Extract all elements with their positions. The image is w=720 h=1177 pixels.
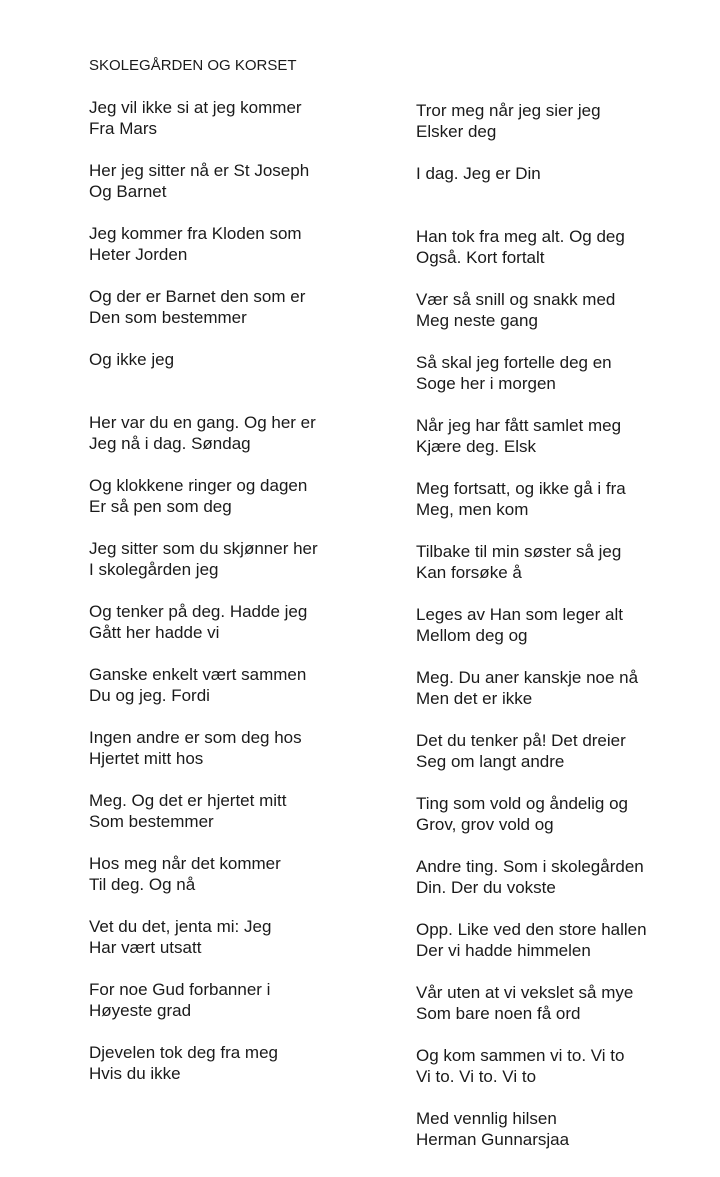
poem-line: Meg fortsatt, og ikke gå i fra: [416, 479, 626, 498]
poem-line: Ingen andre er som deg hos: [89, 728, 302, 747]
poem-line: Heter Jorden: [89, 245, 188, 264]
poem-line: Det du tenker på! Det dreier: [416, 731, 626, 750]
poem-line: Her jeg sitter nå er St Joseph: [89, 161, 310, 180]
stanza: [89, 286, 318, 349]
stanza: [89, 475, 318, 538]
poem-line: Den som bestemmer: [89, 308, 247, 327]
poem-line: Han tok fra meg alt. Og deg: [416, 227, 625, 246]
stanza: [416, 730, 647, 793]
poem-line: Grov, grov vold og: [416, 815, 554, 834]
stanza: [416, 289, 647, 352]
poem-line: Kjære deg. Elsk: [416, 437, 536, 456]
poem-line: I dag. Jeg er Din: [416, 164, 541, 183]
poem-line: Tilbake til min søster så jeg: [416, 542, 622, 561]
stanza: [416, 541, 647, 604]
left-column: [89, 97, 318, 1105]
stanza: [89, 412, 318, 475]
poem-line: Vår uten at vi vekslet så mye: [416, 983, 634, 1002]
poem-line: Din. Der du vokste: [416, 878, 556, 897]
poem-line: Vi to. Vi to. Vi to: [416, 1067, 537, 1086]
poem-line: Hjertet mitt hos: [89, 749, 204, 768]
stanza: [89, 160, 318, 223]
poem-line: Meg neste gang: [416, 311, 538, 330]
poem-line: Seg om langt andre: [416, 752, 565, 771]
poem-line: Leges av Han som leger alt: [416, 605, 623, 624]
poem-line: Vær så snill og snakk med: [416, 290, 616, 309]
poem-line: Med vennlig hilsen: [416, 1109, 557, 1128]
poem-line: Vet du det, jenta mi: Jeg: [89, 917, 272, 936]
poem-line: Og Barnet: [89, 182, 167, 201]
poem-line: Som bestemmer: [89, 812, 214, 831]
stanza: [89, 916, 318, 979]
stanza: [416, 604, 647, 667]
poem-line: Djevelen tok deg fra meg: [89, 1043, 278, 1062]
stanza: [416, 793, 647, 856]
stanza: [416, 352, 647, 415]
poem-line: Og klokkene ringer og dagen: [89, 476, 308, 495]
poem-line: Til deg. Og nå: [89, 875, 196, 894]
poem-line: Som bare noen få ord: [416, 1004, 581, 1023]
stanza: [416, 982, 647, 1045]
poem-line: Herman Gunnarsjaa: [416, 1130, 570, 1149]
stanza: [89, 97, 318, 160]
stanza: [89, 1042, 318, 1105]
poem-line: I skolegården jeg: [89, 560, 219, 579]
poem-line: Opp. Like ved den store hallen: [416, 920, 647, 939]
stanza: [416, 856, 647, 919]
stanza: [89, 664, 318, 727]
stanza: [416, 226, 647, 289]
poem-line: Men det er ikke: [416, 689, 533, 708]
poem-line: Fra Mars: [89, 119, 157, 138]
stanza: [89, 979, 318, 1042]
poem-line: Hvis du ikke: [89, 1064, 181, 1083]
poem-line: Høyeste grad: [89, 1001, 192, 1020]
stanza: [89, 727, 318, 790]
stanza: [416, 478, 647, 541]
stanza: [89, 223, 318, 286]
poem-line: Ganske enkelt vært sammen: [89, 665, 307, 684]
poem-line: Mellom deg og: [416, 626, 528, 645]
stanza: [89, 853, 318, 916]
poem-line: Meg, men kom: [416, 500, 529, 519]
poem-line: Meg. Du aner kanskje noe nå: [416, 668, 639, 687]
poem-line: Elsker deg: [416, 122, 497, 141]
stanza: [89, 349, 318, 412]
stanza: [416, 415, 647, 478]
poem-line: Ting som vold og åndelig og: [416, 794, 629, 813]
poem-line: Og tenker på deg. Hadde jeg: [89, 602, 308, 621]
poem-line: For noe Gud forbanner i: [89, 980, 271, 999]
poem-line: Tror meg når jeg sier jeg: [416, 101, 601, 120]
poem-line: Der vi hadde himmelen: [416, 941, 591, 960]
signature-stanza: [416, 1108, 647, 1171]
poem-line: Meg. Og det er hjertet mitt: [89, 791, 287, 810]
stanza: [89, 790, 318, 853]
poem-line: Har vært utsatt: [89, 938, 202, 957]
poem-line: Jeg kommer fra Kloden som: [89, 224, 302, 243]
stanza: [416, 919, 647, 982]
poem-line: Gått her hadde vi: [89, 623, 220, 642]
stanza: [416, 163, 647, 226]
poem-line: Soge her i morgen: [416, 374, 556, 393]
poem-line: Jeg nå i dag. Søndag: [89, 434, 251, 453]
poem-line: Jeg sitter som du skjønner her: [89, 539, 318, 558]
poem-line: Du og jeg. Fordi: [89, 686, 210, 705]
poem-line: Når jeg har fått samlet meg: [416, 416, 622, 435]
stanza: [89, 538, 318, 601]
poem-line: Kan forsøke å: [416, 563, 522, 582]
poem-line: Og der er Barnet den som er: [89, 287, 306, 306]
poem-line: Andre ting. Som i skolegården: [416, 857, 644, 876]
stanza: [416, 100, 647, 163]
poem-line: Og kom sammen vi to. Vi to: [416, 1046, 625, 1065]
right-column: [416, 100, 647, 1171]
poem-line: Og ikke jeg: [89, 350, 175, 369]
poem-line: Også. Kort fortalt: [416, 248, 545, 267]
stanza: [416, 1045, 647, 1108]
poem-line: Så skal jeg fortelle deg en: [416, 353, 612, 372]
poem-line: Her var du en gang. Og her er: [89, 413, 316, 432]
poem-line: Er så pen som deg: [89, 497, 232, 516]
stanza: [89, 601, 318, 664]
poem-line: Jeg vil ikke si at jeg kommer: [89, 98, 302, 117]
stanza: [416, 667, 647, 730]
poem-line: Hos meg når det kommer: [89, 854, 281, 873]
poem-title: SKOLEGÅRDEN OG KORSET: [89, 57, 297, 74]
